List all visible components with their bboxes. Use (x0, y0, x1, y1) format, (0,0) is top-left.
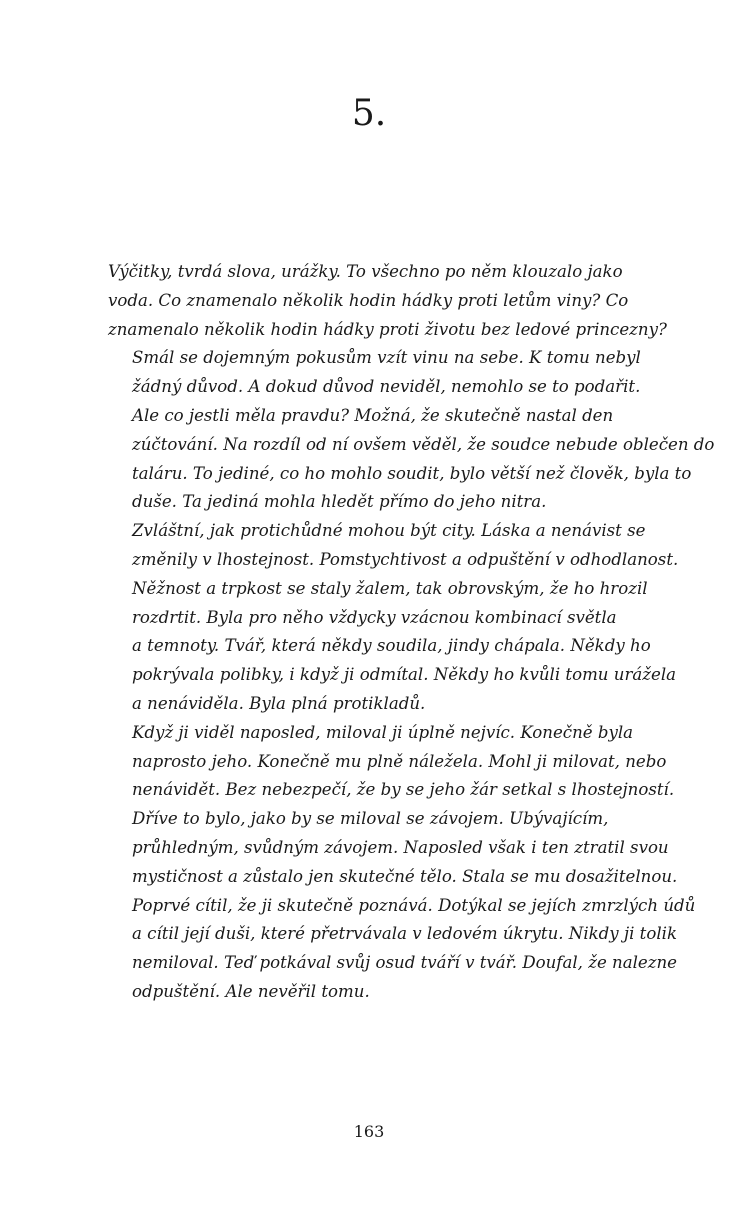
chapter-body (108, 258, 715, 1007)
text-line: Něžnost a trpkost se staly žalem, tak obrovským, že ho hrozil (132, 578, 648, 598)
text-line: změnily v lhostejnost. Pomstychtivost a odpuštění v odhodlanost. (132, 549, 679, 569)
paragraph (108, 517, 679, 719)
text-line: zúčtování. Na rozdíl od ní ovšem věděl, že soudce nebude oblečen do (132, 434, 715, 454)
text-line: taláru. To jediné, co ho mohlo soudit, bylo větší než člověk, byla to (132, 463, 692, 483)
text-line: průhledným, svůdným závojem. Naposled však i ten ztratil svou (132, 837, 669, 857)
page-number: 163 (353, 1122, 385, 1141)
text-line: Ale co jestli měla pravdu? Možná, že skutečně nastal den (132, 405, 614, 425)
text-line: mystičnost a zůstalo jen skutečné tělo. Stala se mu dosažitelnou. (132, 866, 678, 886)
text-line: nemiloval. Teď potkával svůj osud tváří v tvář. Doufal, že nalezne (132, 953, 677, 973)
text-line: žádný důvod. A dokud důvod neviděl, nemohlo se to podařit. (132, 377, 641, 397)
text-line: duše. Ta jediná mohla hledět přímo do jeho nitra. (132, 492, 547, 512)
text-line: voda. Co znamenalo několik hodin hádky proti letům viny? Co (108, 290, 629, 310)
text-line: odpuštění. Ale nevěřil tomu. (132, 981, 370, 1001)
text-line: pokrývala polibky, i když ji odmítal. Někdy ho kvůli tomu urážela (132, 665, 677, 685)
text-line: Poprvé cítil, že ji skutečně poznává. Dotýkal se jejích zmrzlých údů (132, 895, 696, 915)
text-line: Zvláštní, jak protichůdné mohou být city. Láska a nenávist se (132, 521, 646, 541)
text-line: Výčitky, tvrdá slova, urážky. To všechno po něm klouzalo jako (108, 262, 623, 281)
paragraph (108, 805, 696, 1007)
text-line: naprosto jeho. Konečně mu plně náležela. Mohl ji milovat, nebo (132, 751, 667, 771)
paragraph (108, 258, 667, 344)
paragraph (108, 719, 675, 805)
text-line: Když ji viděl naposled, miloval ji úplně nejvíc. Konečně byla (132, 722, 634, 742)
text-line: nenávidět. Bez nebezpečí, že by se jeho žár setkal s lhostejností. (132, 780, 675, 800)
text-line: rozdrtit. Byla pro něho vždycky vzácnou kombinací světla (132, 607, 617, 627)
text-line: a cítil její duši, které přetrvávala v ledovém úkrytu. Nikdy ji tolik (132, 924, 678, 944)
paragraph (108, 402, 715, 517)
text-line: Smál se dojemným pokusům vzít vinu na sebe. K tomu nebyl (132, 348, 641, 368)
chapter-number: 5. (351, 93, 387, 134)
text-line: a nenáviděla. Byla plná protikladů. (132, 693, 426, 713)
text-line: a temnoty. Tvář, která někdy soudila, jindy chápala. Někdy ho (132, 636, 651, 656)
text-line: znamenalo několik hodin hádky proti životu bez ledové princezny? (108, 319, 667, 339)
text-line: Dříve to bylo, jako by se miloval se závojem. Ubývajícím, (132, 809, 609, 829)
paragraph (108, 344, 642, 402)
